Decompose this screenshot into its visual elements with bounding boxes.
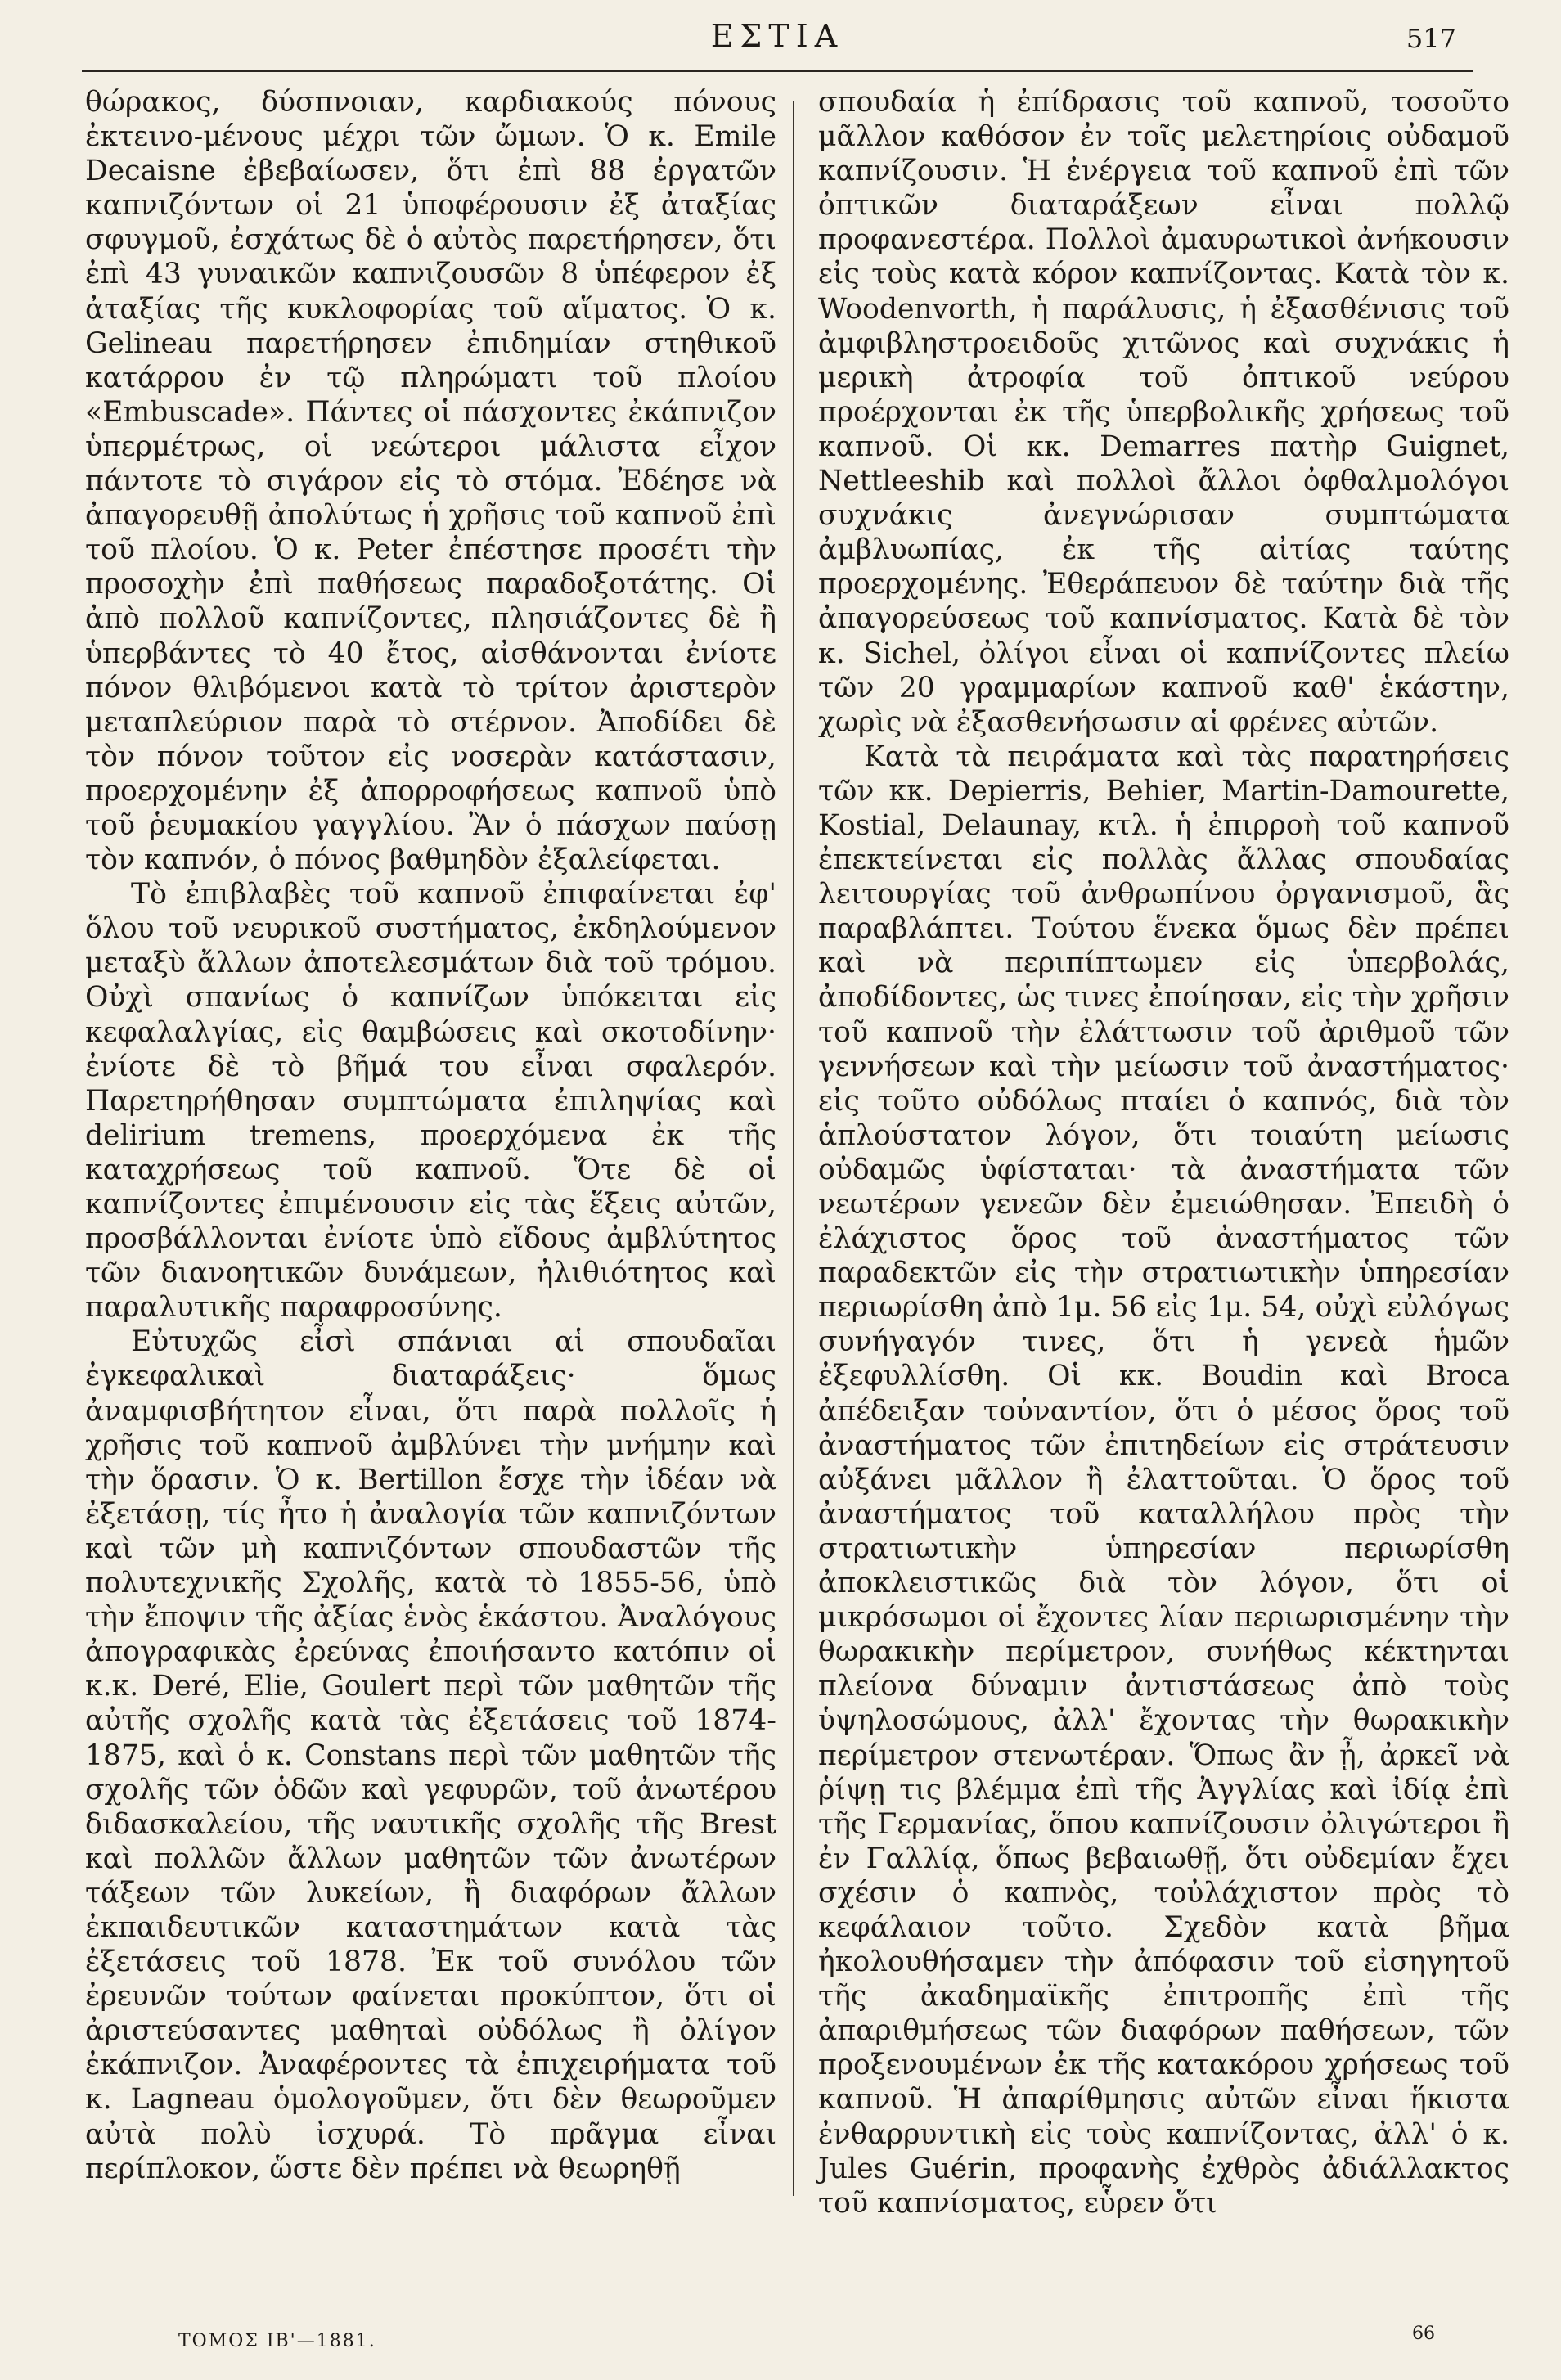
- signature-mark: 66: [1412, 2324, 1435, 2344]
- column-divider: [793, 101, 794, 2196]
- left-paragraph-2: Τὸ ἐπιβλαβὲς τοῦ καπνοῦ ἐπιφαίνεται ἐφ' ὅλου τοῦ νευρικοῦ συστήματος, ἐκδηλούμενον μεταξὺ ἄλλων ἀποτελεσμάτων διὰ τοῦ τρόμου. Οὐχὶ σπανίως ὁ καπνίζων ὑπόκειται εἰς κεφαλαλγίας, εἰς θαμβώσεις καὶ σκοτοδίνην· ἐνίοτε δὲ τὸ βῆμά του εἶναι σφαλερόν. Παρετηρήθησαν συμπτώματα ἐπιληψίας καὶ delirium tremens, προερχόμενα ἐκ τῆς καταχρήσεως τοῦ καπνοῦ. Ὅτε δὲ οἱ καπνίζοντες ἐπιμένουσιν εἰς τὰς ἕξεις αὐτῶν, προσβάλλονται ἐνίοτε ὑπὸ εἴδους ἀμβλύτητος τῶν διανοητικῶν δυνάμεων, ἠλιθιότητος καὶ παραλυτικῆς παραφροσύνης.: [85, 878, 776, 1325]
- right-paragraph-1: σπουδαία ἡ ἐπίδρασις τοῦ καπνοῦ, τοσοῦτο μᾶλλον καθόσον ἐν τοῖς μελετηρίοις οὐδαμοῦ καπνίζουσιν. Ἡ ἐνέργεια τοῦ καπνοῦ ἐπὶ τῶν ὀπτικῶν διαταράξεων εἶναι πολλῷ προφανεστέρα. Πολλοὶ ἀμαυρωτικοὶ ἀνήκουσιν εἰς τοὺς κατὰ κόρον καπνίζοντας. Κατὰ τὸν κ. Woodenvorth, ἡ παράλυσις, ἡ ἐξασθένισις τοῦ ἀμφιβληστροειδοῦς χιτῶνος καὶ συχνάκις ἡ μερικὴ ἀτροφία τοῦ ὀπτικοῦ νεύρου προέρχονται ἐκ τῆς ὑπερβολικῆς χρήσεως τοῦ καπνοῦ. Οἱ κκ. Demarres πατὴρ Guignet, Nettleeshib καὶ πολλοὶ ἄλλοι ὀφθαλμολόγοι συχνάκις ἀνεγνώρισαν συμπτώματα ἀμβλυωπίας, ἐκ τῆς αἰτίας ταύτης προερχομένης. Ἐθεράπευον δὲ ταύτην διὰ τῆς ἀπαγορεύσεως τοῦ καπνίσματος. Κατὰ δὲ τὸν κ. Sichel, ὀλίγοι εἶναι οἱ καπνίζοντες πλείω τῶν 20 γραμμαρίων καπνοῦ καθ' ἑκάστην, χωρὶς νὰ ἐξασθενήσωσιν αἱ φρένες αὐτῶν.: [818, 86, 1509, 739]
- left-paragraph-3: Εὐτυχῶς εἶσὶ σπάνιαι αἱ σπουδαῖαι ἐγκεφαλικαὶ διαταράξεις· ὅμως ἀναμφισβήτητον εἶναι, ὅτι παρὰ πολλοῖς ἡ χρῆσις τοῦ καπνοῦ ἀμβλύνει τὴν μνήμην καὶ τὴν ὅρασιν. Ὁ κ. Bertillon ἔσχε τὴν ἰδέαν νὰ ἐξετάσῃ, τίς ἦτο ἡ ἀναλογία τῶν καπνιζόντων καὶ τῶν μὴ καπνιζόντων σπουδαστῶν τῆς πολυτεχνικῆς Σχολῆς, κατὰ τὸ 1855-56, ὑπὸ τὴν ἔποψιν τῆς ἀξίας ἑνὸς ἑκάστου. Ἀναλόγους ἀπογραφικὰς ἐρεύνας ἐποιήσαντο κατόπιν οἱ κ.κ. Deré, Elie, Goulert περὶ τῶν μαθητῶν τῆς αὐτῆς σχολῆς κατὰ τὰς ἐξετάσεις τοῦ 1874-1875, καὶ ὁ κ. Constans περὶ τῶν μαθητῶν τῆς σχολῆς τῶν ὁδῶν καὶ γεφυρῶν, τοῦ ἀνωτέρου διδασκαλείου, τῆς ναυτικῆς σχολῆς τῆς Brest καὶ πολλῶν ἄλλων μαθητῶν τῶν ἀνωτέρων τάξεων τῶν λυκείων, ἢ διαφόρων ἄλλων ἐκπαιδευτικῶν καταστημάτων κατὰ τὰς ἐξετάσεις τοῦ 1878. Ἐκ τοῦ συνόλου τῶν ἐρευνῶν τούτων φαίνεται προκύπτον, ὅτι οἱ ἀριστεύσαντες μαθηταὶ οὐδόλως ἢ ὀλίγον ἐκάπνιζον. Ἀναφέροντες τὰ ἐπιχειρήματα τοῦ κ. Lagneau ὁμολογοῦμεν, ὅτι δὲν θεωροῦμεν αὐτὰ πολὺ ἰσχυρά. Τὸ πρᾶγμα εἶναι περίπλοκον, ὥστε δὲν πρέπει νὰ θεωρηθῇ: [85, 1325, 776, 2185]
- left-paragraph-1: θώρακος, δύσπνοιαν, καρδιακούς πόνους ἐκτεινο-μένους μέχρι τῶν ὤμων. Ὁ κ. Emile Decaisne ἐβεβαίωσεν, ὅτι ἐπὶ 88 ἐργατῶν καπνιζόντων οἱ 21 ὑποφέρουσιν ἐξ ἀταξίας σφυγμοῦ, ἐσχάτως δὲ ὁ αὐτὸς παρετήρησεν, ὅτι ἐπὶ 43 γυναικῶν καπνιζουσῶν 8 ὑπέφερον ἐξ ἀταξίας τῆς κυκλοφορίας τοῦ αἵματος. Ὁ κ. Gelineau παρετήρησεν ἐπιδημίαν στηθικοῦ κατάρρου ἐν τῷ πληρώματι τοῦ πλοίου «Embuscade». Πάντες οἱ πάσχοντες ἐκάπνιζον ὑπερμέτρως, οἱ νεώτεροι μάλιστα εἶχον πάντοτε τὸ σιγάρον εἰς τὸ στόμα. Ἐδέησε νὰ ἀπαγορευθῇ ἀπολύτως ἡ χρῆσις τοῦ καπνοῦ ἐπὶ τοῦ πλοίου. Ὁ κ. Peter ἐπέστησε προσέτι τὴν προσοχὴν ἐπὶ παθήσεως παραδοξοτάτης. Οἱ ἀπὸ πολλοῦ καπνίζοντες, πλησιάζοντες δὲ ἢ ὑπερβάντες τὸ 40 ἔτος, αἰσθάνονται ἐνίοτε πόνον θλιβόμενοι κατὰ τὸ τρίτον ἀριστερὸν μεταπλεύριον παρὰ τὸ στέρνον. Ἀποδίδει δὲ τὸν πόνον τοῦτον εἰς νοσερὰν κατάστασιν, προερχομένην ἐξ ἀπορροφήσεως καπνοῦ ὑπὸ τοῦ ῥευμακίου γαγγλίου. Ἂν ὁ πάσχων παύσῃ τὸν καπνόν, ὁ πόνος βαθμηδὸν ἐξαλείφεται.: [85, 86, 776, 877]
- header-rule: [82, 70, 1473, 72]
- page-header: [82, 15, 1473, 64]
- running-title: ΕΣΤΙΑ: [710, 18, 844, 54]
- page-number: 517: [1406, 23, 1456, 54]
- left-column: [85, 85, 776, 2188]
- volume-footer: ΤΟΜΟΣ ΙΒ'—1881.: [178, 2331, 376, 2351]
- right-paragraph-2: Κατὰ τὰ πειράματα καὶ τὰς παρατηρήσεις τῶν κκ. Depierris, Behier, Martin-Damourette, Kostial, Delaunay, κτλ. ἡ ἐπιρροὴ τοῦ καπνοῦ ἐπεκτείνεται εἰς πολλὰς ἄλλας σπουδαίας λειτουργίας τοῦ ἀνθρωπίνου ὀργανισμοῦ, ἃς παραβλάπτει. Τούτου ἕνεκα ὅμως δὲν πρέπει καὶ νὰ περιπίπτωμεν εἰς ὑπερβολάς, ἀποδίδοντες, ὡς τινες ἐποίησαν, εἰς τὴν χρῆσιν τοῦ καπνοῦ τὴν ἐλάττωσιν τοῦ ἀριθμοῦ τῶν γεννήσεων καὶ τὴν μείωσιν τοῦ ἀναστήματος· εἰς τοῦτο οὐδόλως πταίει ὁ καπνός, διὰ τὸν ἁπλούστατον λόγον, ὅτι τοιαύτη μείωσις οὐδαμῶς ὑφίσταται· τὰ ἀναστήματα τῶν νεωτέρων γενεῶν δὲν ἐμειώθησαν. Ἐπειδὴ ὁ ἐλάχιστος ὅρος τοῦ ἀναστήματος τῶν παραδεκτῶν εἰς τὴν στρατιωτικὴν ὑπηρεσίαν περιωρίσθη ἀπὸ 1μ. 56 εἰς 1μ. 54, οὐχὶ εὐλόγως συνήγαγόν τινες, ὅτι ἡ γενεὰ ἡμῶν ἐξεφυλλίσθη. Οἱ κκ. Boudin καὶ Broca ἀπέδειξαν τοὐναντίον, ὅτι ὁ μέσος ὅρος τοῦ ἀναστήματος τῶν ἐπιτηδείων εἰς στράτευσιν αὐξάνει μᾶλλον ἢ ἐλαττοῦται. Ὁ ὅρος τοῦ ἀναστήματος τοῦ καταλλήλου πρὸς τὴν στρατιωτικὴν ὑπηρεσίαν περιωρίσθη ἀποκλειστικῶς διὰ τὸν λόγον, ὅτι οἱ μικρόσωμοι οἱ ἔχοντες λίαν περιωρισμένην τὴν θωρακικὴν περίμετρον, συνήθως κέκτηνται πλείονα δύναμιν ἀντιστάσεως ἀπὸ τοὺς ὑψηλοσώμους, ἀλλ' ἔχοντας τὴν θωρακικὴν περίμετρον στενωτέραν. Ὅπως ἂν ᾖ, ἀρκεῖ νὰ ῥίψῃ τις βλέμμα ἐπὶ τῆς Ἀγγλίας καὶ ἰδίᾳ ἐπὶ τῆς Γερμανίας, ὅπου καπνίζουσιν ὀλιγώτεροι ἢ ἐν Γαλλίᾳ, ὅπως βεβαιωθῇ, ὅτι οὐδεμίαν ἔχει σχέσιν ὁ καπνὸς, τοὐλάχιστον πρὸς τὸ κεφάλαιον τοῦτο. Σχεδὸν κατὰ βῆμα ἠκολουθήσαμεν τὴν ἀπόφασιν τοῦ εἰσηγητοῦ τῆς ἀκαδημαϊκῆς ἐπιτροπῆς ἐπὶ τῆς ἀπαριθμήσεως τῶν διαφόρων παθήσεων, τῶν προξενουμένων ἐκ τῆς κατακόρου χρήσεως τοῦ καπνοῦ. Ἡ ἀπαρίθμησις αὐτῶν εἶναι ἥκιστα ἐνθαρρυντικὴ εἰς τοὺς καπνίζοντας, ἀλλ' ὁ κ. Jules Guérin, προφανὴς ἐχθρὸς ἀδιάλλακτος τοῦ καπνίσματος, εὗρεν ὅτι: [818, 740, 1509, 2220]
- right-column: [818, 85, 1509, 2220]
